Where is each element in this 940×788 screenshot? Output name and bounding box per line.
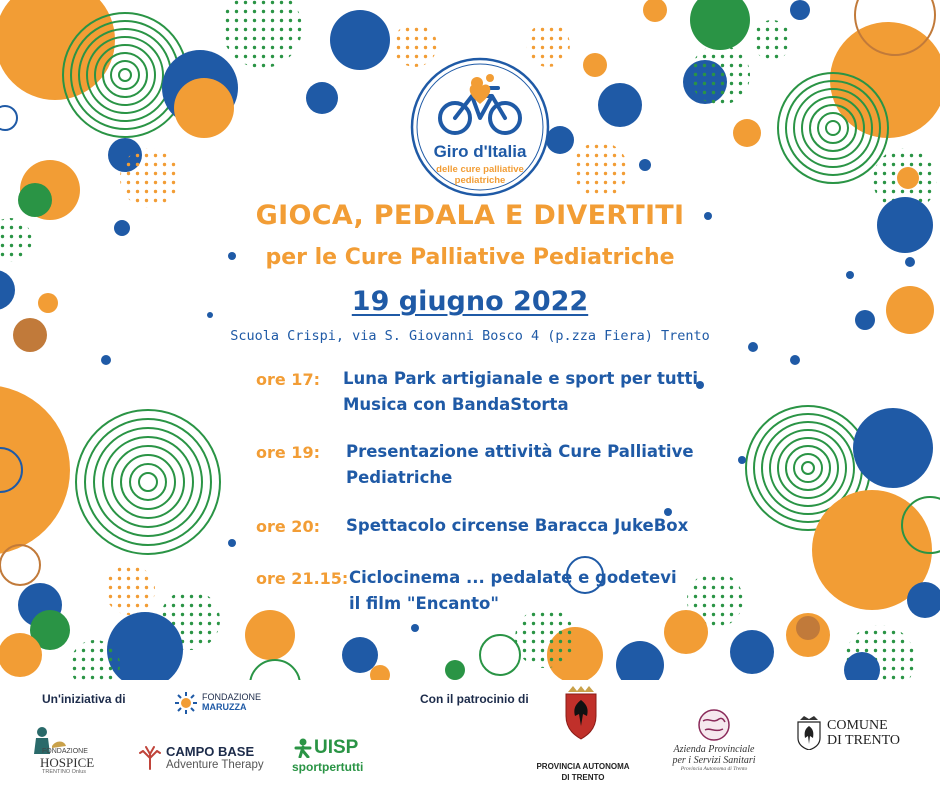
campo-base-line2: Adventure Therapy bbox=[166, 759, 264, 771]
hospice-line1: FONDAZIONE bbox=[42, 748, 88, 755]
green-circle bbox=[445, 660, 465, 680]
azienda-line3: Provincia Autonoma di Trento bbox=[680, 766, 748, 772]
schedule-item: Ciclocinema ... pedalate e godetevi bbox=[349, 568, 677, 587]
schedule-time: ore 20: bbox=[256, 517, 320, 536]
city-crest-icon bbox=[796, 716, 822, 750]
event-date bbox=[0, 286, 940, 317]
green-dot-pattern bbox=[222, 0, 302, 68]
green-dot-pattern bbox=[752, 20, 792, 60]
provincia-line2: DI TRENTO bbox=[561, 773, 605, 782]
blue-dot bbox=[411, 624, 419, 632]
blue-circle bbox=[790, 0, 810, 20]
sponsor-footer bbox=[0, 680, 940, 788]
orange-circle bbox=[583, 53, 607, 77]
blue-circle bbox=[616, 641, 664, 680]
provincia-logo bbox=[528, 686, 638, 784]
coat-of-arms-icon bbox=[564, 686, 598, 740]
patronage-label: Con il patrocinio di bbox=[420, 692, 529, 706]
orange-circle bbox=[174, 78, 234, 138]
orange-dot-pattern bbox=[526, 23, 570, 67]
schedule-item: il film "Encanto" bbox=[349, 594, 499, 613]
blue-circle bbox=[330, 10, 390, 70]
blue-circle bbox=[730, 630, 774, 674]
event-date-text: 19 giugno 2022 bbox=[351, 286, 589, 317]
blue-dot bbox=[846, 271, 854, 279]
schedule-item: Luna Park artigianale e sport per tutti bbox=[343, 369, 699, 388]
blue-circle bbox=[306, 82, 338, 114]
orange-circle bbox=[0, 633, 42, 677]
fondazione-maruzza-logo bbox=[174, 688, 274, 718]
hospice-line3: TRENTINO Onlus bbox=[42, 769, 87, 775]
running-figure-icon bbox=[292, 738, 314, 758]
comune-line1: COMUNE bbox=[827, 718, 888, 733]
headline: GIOCA, PEDALA E DIVERTITI bbox=[255, 200, 685, 231]
blue-ring bbox=[0, 106, 17, 130]
sun-icon bbox=[174, 691, 198, 715]
uisp-logo bbox=[292, 738, 372, 774]
uisp-line2: sportpertutti bbox=[292, 760, 364, 774]
schedule-item: Pediatriche bbox=[346, 468, 453, 487]
provincia-line1: PROVINCIA AUTONOMA bbox=[536, 762, 630, 771]
green-circle bbox=[690, 0, 750, 50]
subheadline: per le Cure Palliative Pediatriche bbox=[265, 245, 675, 270]
blue-dot bbox=[738, 456, 746, 464]
schedule-time: ore 17: bbox=[256, 370, 320, 389]
hospice-logo bbox=[32, 726, 112, 776]
fondazione-line2: MARUZZA bbox=[202, 702, 247, 712]
comune-logo bbox=[796, 716, 906, 756]
blue-circle bbox=[598, 83, 642, 127]
brown-circle bbox=[796, 616, 820, 640]
green-ring bbox=[480, 635, 520, 675]
azienda-sanitaria-logo bbox=[664, 708, 764, 772]
green-dot-pattern bbox=[515, 608, 575, 668]
orange-circle bbox=[643, 0, 667, 22]
orange-dot-pattern bbox=[393, 23, 437, 67]
initiative-label: Un'iniziativa di bbox=[42, 692, 126, 706]
fondazione-line1: FONDAZIONE bbox=[202, 692, 262, 702]
uisp-line1: UISP bbox=[314, 737, 359, 758]
orange-circle bbox=[245, 610, 295, 660]
brown-ring bbox=[0, 545, 40, 585]
hospice-line2: HOSPICE bbox=[40, 755, 95, 770]
schedule-item: Musica con BandaStorta bbox=[343, 395, 569, 414]
campo-base-logo bbox=[138, 742, 273, 774]
blue-dot bbox=[790, 355, 800, 365]
schedule-item: Spettacolo circense Baracca JukeBox bbox=[346, 516, 689, 535]
azienda-line1: Azienda Provinciale bbox=[673, 744, 755, 755]
schedule-item: Presentazione attività Cure Palliative bbox=[346, 442, 694, 461]
campo-base-line1: CAMPO BASE bbox=[166, 744, 255, 759]
event-logo-title: Giro d'Italia bbox=[433, 142, 527, 161]
orange-circle bbox=[664, 610, 708, 654]
orange-circle bbox=[0, 385, 70, 555]
schedule-time: ore 19: bbox=[256, 443, 320, 462]
comune-line2: DI TRENTO bbox=[827, 733, 900, 748]
blue-dot bbox=[228, 539, 236, 547]
tree-icon bbox=[138, 744, 162, 770]
globe-icon bbox=[697, 708, 731, 742]
green-ring bbox=[250, 660, 300, 680]
blue-circle bbox=[342, 637, 378, 673]
venue-address: Scuola Crispi, via S. Giovanni Bosco 4 (p.zza Fiera) Trento bbox=[230, 328, 710, 344]
event-logo-subtitle: pediatriche bbox=[454, 175, 506, 186]
green-spiral bbox=[76, 410, 220, 554]
blue-circle bbox=[853, 408, 933, 488]
schedule-time: ore 21.15: bbox=[256, 569, 349, 588]
blue-dot bbox=[101, 355, 111, 365]
orange-dot-pattern bbox=[105, 565, 155, 615]
azienda-line2: per i Servizi Sanitari bbox=[672, 755, 756, 766]
green-dot-pattern bbox=[690, 45, 750, 105]
event-logo-subtitle: delle cure palliative bbox=[436, 164, 524, 175]
